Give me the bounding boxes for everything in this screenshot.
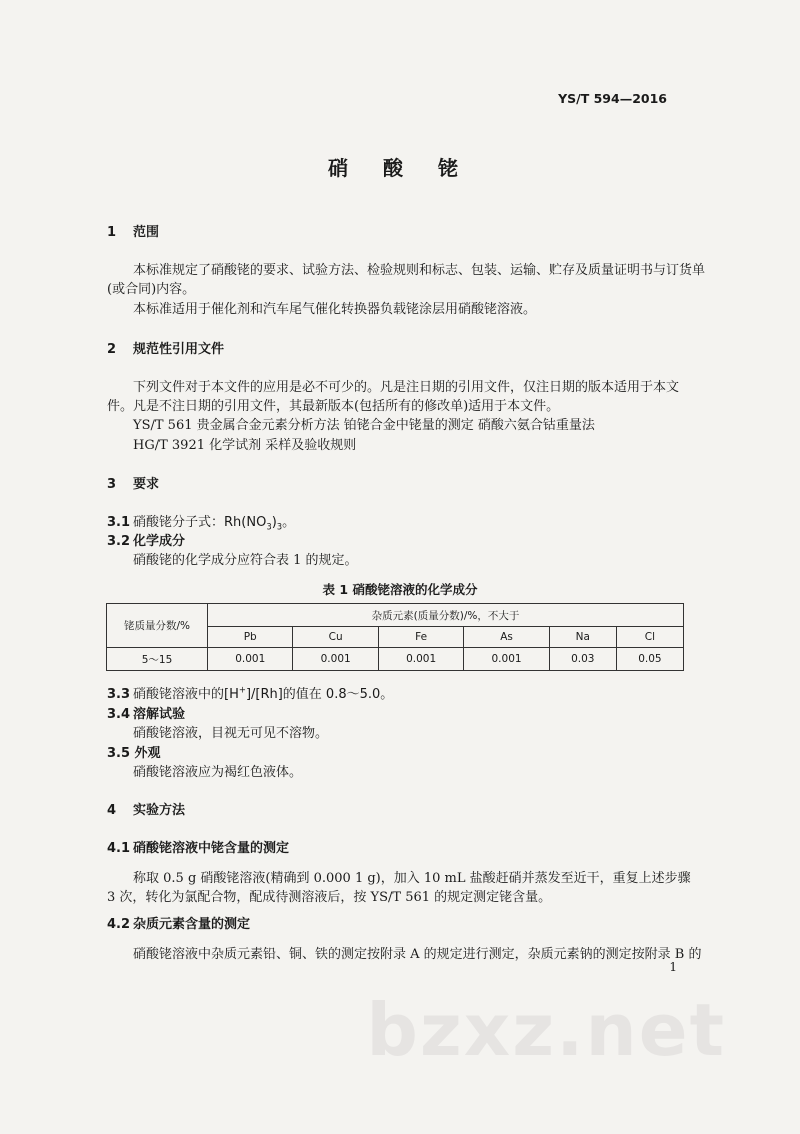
section-1-para-1a: 本标准规定了硝酸铑的要求、试验方法、检验规则和标志、包装、运输、贮存及质量证明书与订货单 [133,263,706,278]
section-4-heading: 4 实验方法 [107,803,186,818]
clause-4-2-para-1: 硝酸铑溶液中杂质元素铅、铜、铁的测定按附录 A 的规定进行测定，杂质元素钠的测定按附录 B 的 [133,947,702,962]
element-header: Na [549,627,616,648]
clause-4-1-heading: 4.1 硝酸铑溶液中铑含量的测定 [107,841,290,856]
reference-hg-t-3921: HG/T 3921 化学试剂 采样及验收规则 [133,438,357,453]
section-2-para-1b: 件。凡是不注日期的引用文件，其最新版本(包括所有的修改单)适用于本文件。 [107,399,560,414]
clause-3-5-para: 硝酸铑溶液应为褐红色液体。 [133,765,303,780]
element-header: Pb [208,627,293,648]
standard-code: YS/T 594—2016 [558,91,667,106]
reference-ys-t-561: YS/T 561 贵金属合金元素分析方法 铂铑合金中铑量的测定 硝酸六氨合钴重量法 [133,418,595,433]
clause-3-3: 3.3 硝酸铑溶液中的[H+]/[Rh]的值在 0.8～5.0。 [107,684,394,702]
element-header: Fe [378,627,463,648]
page-number: 1 [669,960,677,974]
element-header: Cl [616,627,683,648]
watermark: bzxz.net [366,988,726,1072]
section-3-heading: 3 要求 [107,477,160,492]
clause-3-5-heading: 3.5 外观 [107,746,161,761]
clause-4-1-para-2: 3 次，转化为氯配合物，配成待测溶液后，按 YS/T 561 的规定测定铑含量。 [107,890,552,905]
impurity-value: 0.001 [378,648,463,671]
impurity-value: 0.001 [293,648,378,671]
clause-3-1: 3.1 硝酸铑分子式：$Rh(NO_3)_3$。 [107,515,296,532]
impurity-value: 0.001 [464,648,549,671]
element-header: As [464,627,549,648]
impurity-group-header: 杂质元素(质量分数)/%，不大于 [208,604,684,627]
impurity-value: 0.001 [208,648,293,671]
element-header: Cu [293,627,378,648]
impurity-value: 0.03 [549,648,616,671]
section-2-para-1a: 下列文件对于本文件的应用是必不可少的。凡是注日期的引用文件，仅注日期的版本适用于本文 [133,380,680,395]
section-1-para-2: 本标准适用于催化剂和汽车尾气催化转换器负载铑涂层用硝酸铑溶液。 [133,302,537,317]
clause-3-4-para: 硝酸铑溶液，目视无可见不溶物。 [133,726,329,741]
molecular-formula: 硝酸铑分子式：$Rh(NO_3)_3$。 [133,515,296,532]
clause-4-2-heading: 4.2 杂质元素含量的测定 [107,917,251,932]
clause-3-4-heading: 3.4 溶解试验 [107,707,186,722]
impurity-value: 0.05 [616,648,683,671]
clause-3-2-heading: 3.2 化学成分 [107,534,186,549]
clause-4-1-para-1: 称取 0.5 g 硝酸铑溶液(精确到 0.000 1 g)，加入 10 mL 盐酸赶硝并蒸发至近干，重复上述步骤 [133,871,691,886]
table-1-caption: 表 1 硝酸铑溶液的化学成分 [322,582,478,597]
chemical-composition-table [106,603,684,671]
rh-range-cell: 5～15 [107,648,208,671]
document-title: 硝 酸 铑 [328,156,472,180]
section-1-heading: 1 范围 [107,225,160,240]
clause-3-2-para: 硝酸铑的化学成分应符合表 1 的规定。 [133,553,358,568]
rh-fraction-header: 铑质量分数/% [107,604,208,648]
section-1-para-1b: (或合同)内容。 [107,282,196,297]
section-2-heading: 2 规范性引用文件 [107,342,225,357]
